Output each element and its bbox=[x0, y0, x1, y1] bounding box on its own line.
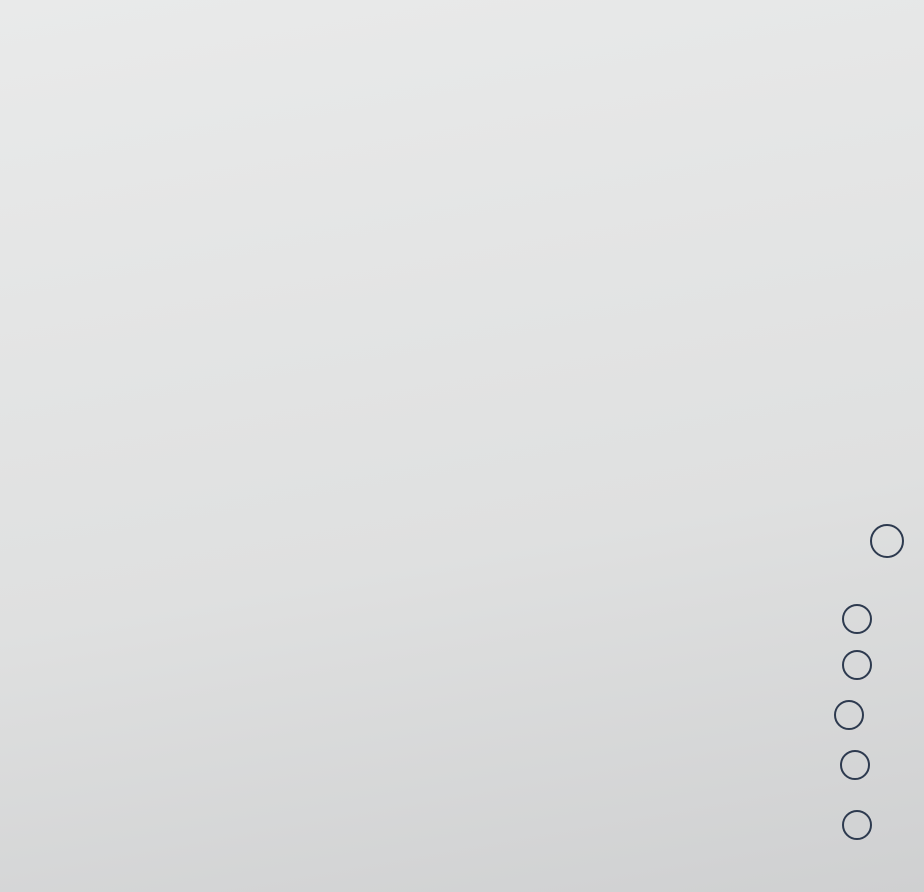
circled-mark bbox=[870, 524, 904, 558]
circled-mark bbox=[834, 700, 864, 730]
circled-mark bbox=[842, 810, 872, 840]
circled-mark bbox=[840, 750, 870, 780]
circled-mark bbox=[842, 650, 872, 680]
circled-mark bbox=[842, 604, 872, 634]
